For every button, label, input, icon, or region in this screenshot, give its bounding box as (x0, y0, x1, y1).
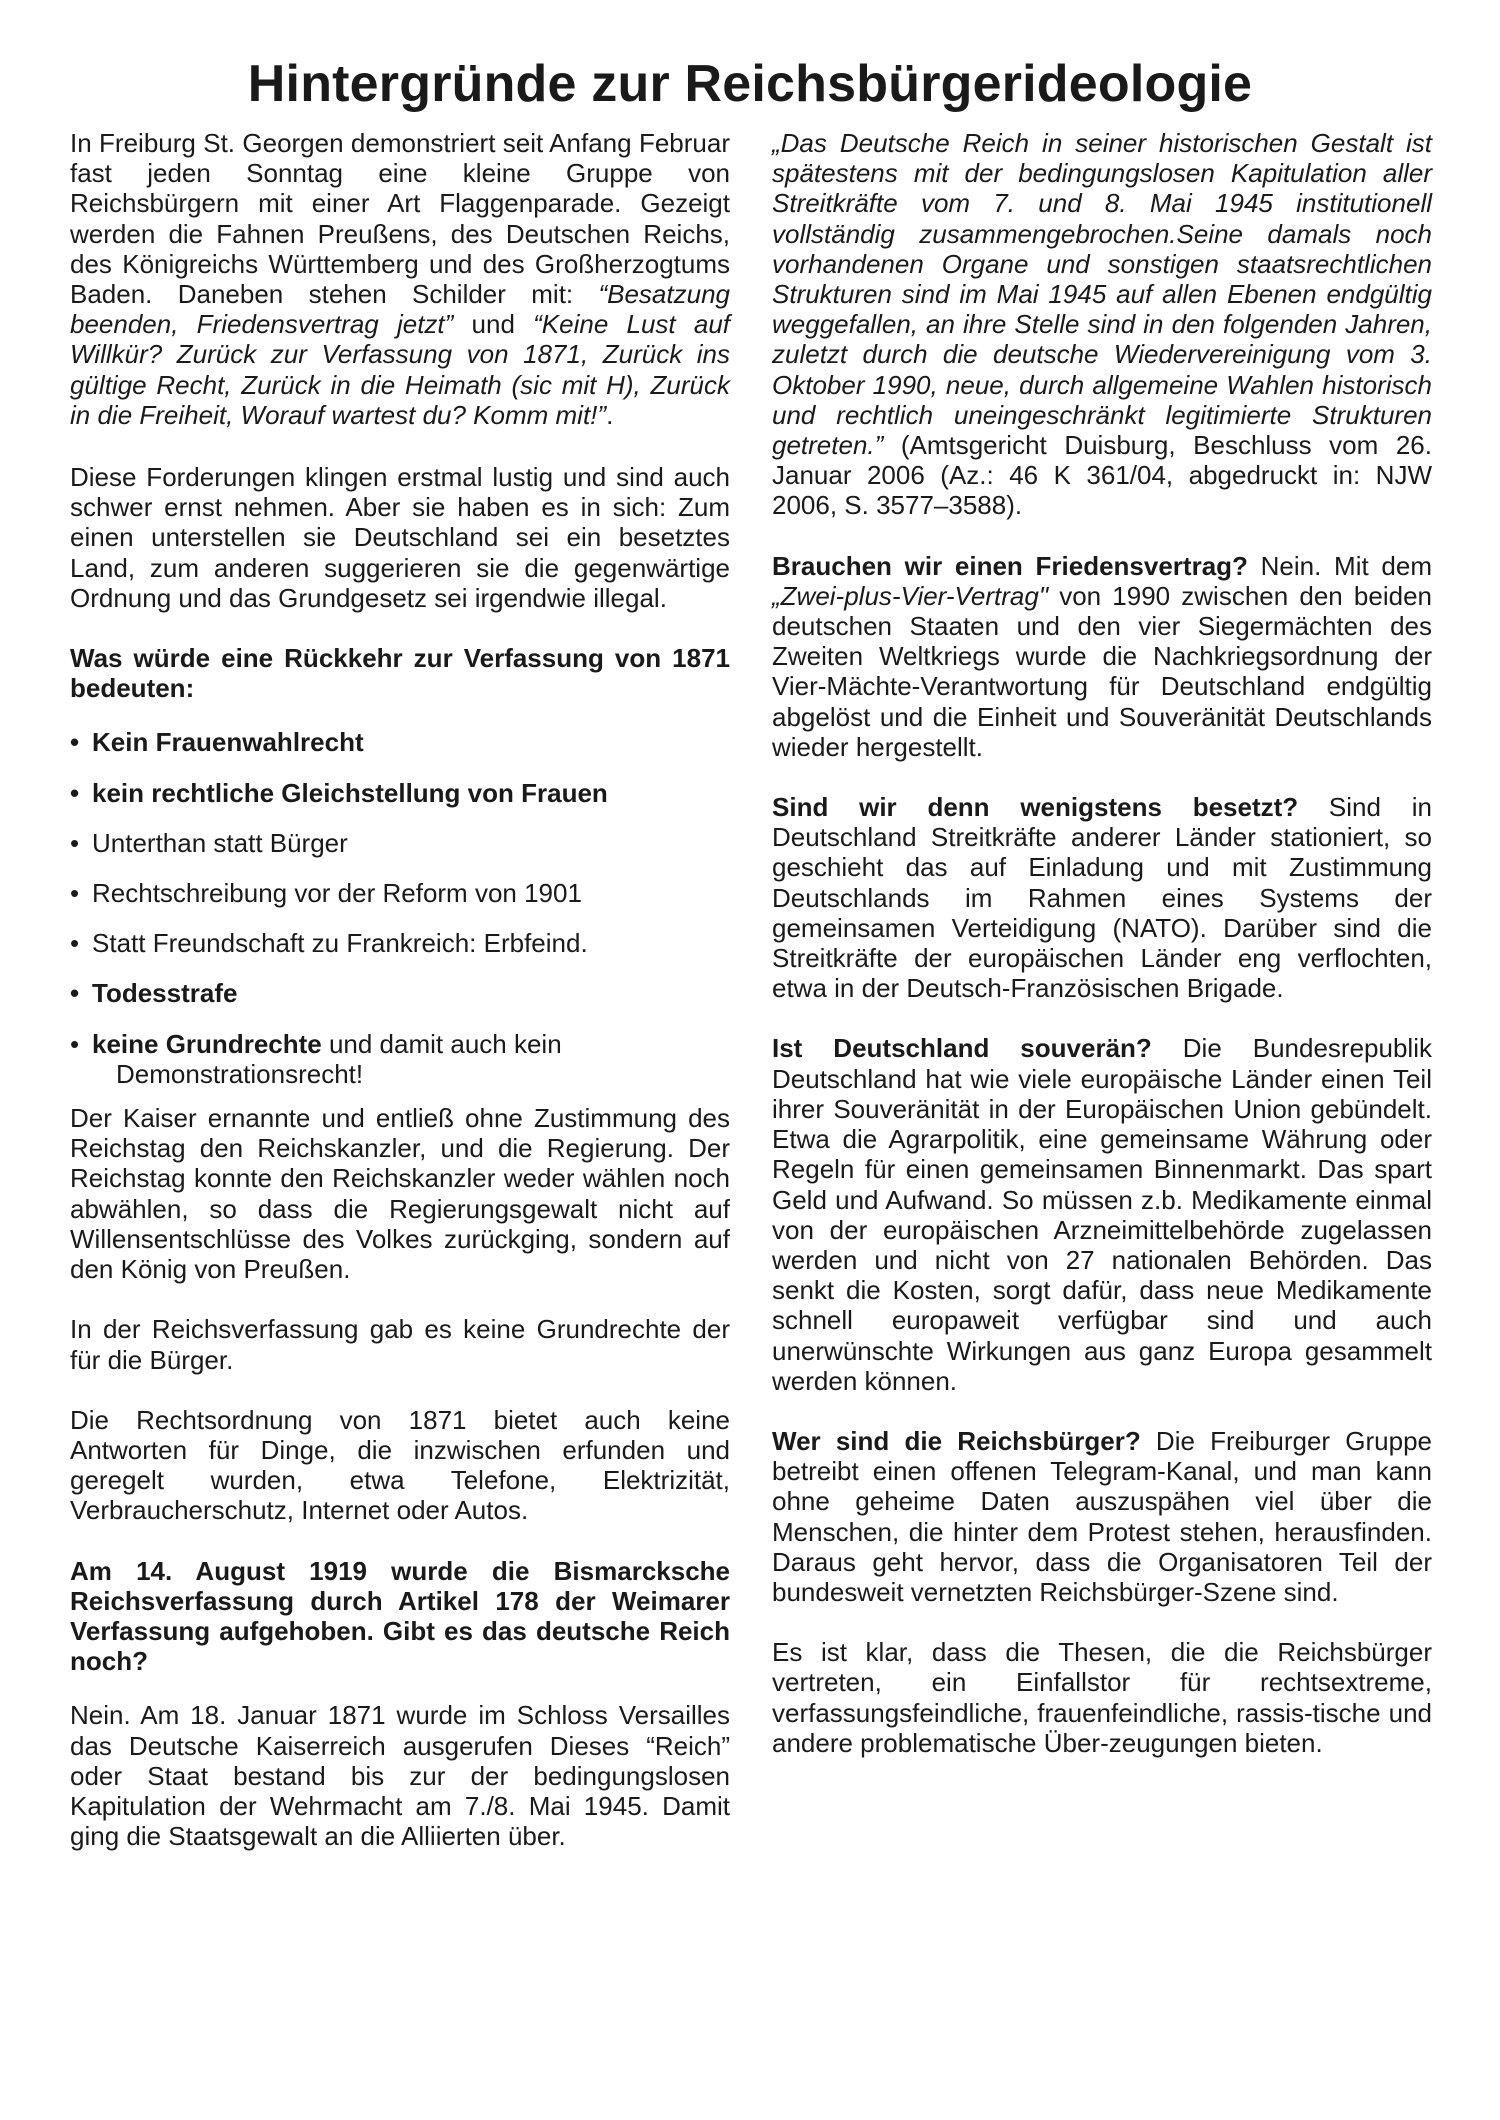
heading-constitution-1871: Was würde eine Rückkehr zur Verfassung von 1871 bedeuten: (70, 643, 730, 704)
intro-quote-2: “Keine Lust auf Willkür? Zurück zur Verfassung von 1871, Zurück ins gültige Recht, Zurück in die Heimath (sic mit H), Zurück in die Freiheit, Worauf wartest du? Komm mit!” (70, 309, 731, 430)
intro-text: In Freiburg St. Georgen demonstriert seit Anfang Februar fast jeden Sonntag eine kleine Gruppe von Reichsbürgern mit einer Art Flaggenparade. Gezeigt werden die Fahnen Preußens, des Deutschen Reichs, des Königreichs Württemberg und des Großherzogtums Baden. Daneben stehen Schilder mit: (70, 128, 730, 310)
court-quote: „Das Deutsche Reich in seiner historischen Gestalt ist spätestens mit der bedingungslosen Kapitulation aller Streitkräfte vom 7. und 8. Mai 1945 institutionell vollständig zusammengebrochen.Seine damals noch vorhandenen Organe und sonstigen staatsrechtlichen Strukturen sind im Mai 1945 auf allen Ebenen endgültig weggefallen, an ihre Stelle sind in den folgenden Jahren, zuletzt durch die deutsche Wiedervereinigung vom 3. Oktober 1990, neue, durch allgemeine Wahlen historisch und rechtlich uneingeschränkt legitimierte Strukturen getreten.” (772, 128, 1432, 461)
list-item (70, 828, 730, 858)
list-item-continuation: Demonstrationsrecht! (116, 1058, 364, 1089)
list-item-bold-text: keine Grundrechte (92, 1028, 322, 1059)
closing-paragraph: Es ist klar, dass die Thesen, die die Reichsbürger vertreten, ein Einfallstor für rechtsextreme, verfassungsfeindliche, frauenfeindliche, rassis-tische und andere problematische Über-zeugungen bieten. (772, 1637, 1432, 1758)
list-item-text: Todesstrafe (92, 978, 238, 1009)
bullet-icon: • (70, 827, 80, 858)
faq-peace-treaty (772, 551, 1432, 762)
bullet-icon: • (70, 928, 80, 959)
paragraph-no-basic-rights: In der Reichsverfassung gab es keine Grundrechte der für die Bürger. (70, 1314, 730, 1375)
right-column (772, 128, 1432, 1788)
faq-sovereign (772, 1033, 1432, 1395)
bullet-icon: • (70, 1028, 80, 1059)
intro-end: . (606, 399, 614, 430)
paragraph-demands: Diese Forderungen klingen erstmal lustig und sind auch schwer ernst nehmen. Aber sie haben es in sich: Zum einen unterstellen sie Deutschland sei ein besetztes Land, zum anderen suggerieren sie die gegenwärtige Ordnung und das Grundgesetz sei irgendwie illegal. (70, 462, 730, 613)
list-item-text: und damit auch kein (321, 1028, 562, 1059)
list-item (70, 878, 730, 908)
list-item (70, 978, 730, 1008)
bullet-icon: • (70, 978, 80, 1009)
heading-reich-exists: Am 14. August 1919 wurde die Bismarcksche Reichsverfassung durch Artikel 178 der Weimarer Verfassung aufgehoben. Gibt es das deutsche Reich noch? (70, 1555, 730, 1677)
intro-paragraph (70, 128, 730, 430)
intro-quote-1: “Besatzung beenden, Friedensvertrag jetzt” (70, 279, 730, 340)
paragraph-kaiserreich-history: Nein. Am 18. Januar 1871 wurde im Schloss Versailles das Deutsche Kaiserreich ausgerufen Dieses “Reich” oder Staat bestand bis zur der bedingungslosen Kapitulation der Wehrmacht am 7./8. Mai 1945. Damit ging die Staatsgewalt an die Alliierten über. (70, 1700, 730, 1852)
faq-answer: Sind in Deutschland Streitkräfte anderer Länder stationiert, so geschieht das auf Einladung und mit Zustimmung Deutschlands im Rahmen eines Systems der gemeinsamen Verteidigung (NATO). Darüber sind die Streitkräfte der europäischen Länder eng verflochten, etwa in der Deutsch-Französischen Brigade. (772, 792, 1432, 1004)
faq-question: Brauchen wir einen Friedensvertrag? (772, 550, 1248, 581)
left-column (70, 128, 730, 1881)
faq-question: Wer sind die Reichsbürger? (772, 1425, 1141, 1456)
faq-question: Ist Deutschland souverän? (772, 1033, 1152, 1064)
court-quote-paragraph (772, 128, 1432, 521)
list-item-text: Statt Freundschaft zu Frankreich: Erbfeind. (92, 928, 588, 959)
list-item (70, 928, 730, 958)
list-item (70, 778, 730, 808)
faq-answer: Nein. Mit dem (1247, 550, 1433, 581)
faq-occupied (772, 792, 1432, 1003)
paragraph-legal-order: Die Rechtsordnung von 1871 bietet auch keine Antworten für Dinge, die inzwischen erfunden und geregelt wurden, etwa Telefone, Elektrizität, Verbraucherschutz, Internet oder Autos. (70, 1404, 730, 1526)
court-quote-source: (Amtsgericht Duisburg, Beschluss vom 26. Januar 2006 (Az.: 46 K 361/04, abgedruckt in: NJW 2006, S. 3577–3588). (772, 430, 1432, 521)
list-item-text: Rechtschreibung vor der Reform von 1901 (92, 878, 582, 909)
page-title: Hintergründe zur Reichsbürgerideologie (247, 55, 1253, 113)
list-item (70, 1029, 730, 1089)
faq-who-reichsbuerger (772, 1426, 1432, 1607)
bullet-icon: • (70, 727, 80, 758)
faq-question: Sind wir denn wenigstens besetzt? (772, 792, 1299, 823)
bullet-icon: • (70, 878, 80, 909)
faq-answer: Die Bundesrepublik Deutschland hat wie viele europäische Länder einen Teil ihrer Souveränität in der Europäischen Union gebündelt. Etwa die Agrarpolitik, eine gemeinsame Währung oder Regeln für einen gemeinsamen Binnenmarkt. Das spart Geld und Aufwand. So müssen z.b. Medikamente einmal von der europäischen Arzneimittelbehörde zugelassen werden und nicht von 27 nationalen Behörden. Das senkt die Kosten, sorgt dafür, dass neue Medikamente schnell europaweit verfügbar sind und auch unerwünschte Wirkungen aus ganz Europa gesammelt werden können. (772, 1033, 1432, 1396)
bullet-icon: • (70, 777, 80, 808)
paragraph-kaiser: Der Kaiser ernannte und entließ ohne Zustimmung des Reichstag den Reichskanzler, und die Regierung. Der Reichstag konnte den Reichskanzler weder wählen noch abwählen, so dass die Regierungsgewalt nicht auf Willensentschlüsse des Volkes zurückging, sondern auf den König von Preußen. (70, 1103, 730, 1285)
list-item (70, 727, 730, 757)
list-item-text: Kein Frauenwahlrecht (92, 727, 364, 758)
faq-answer: von 1990 zwischen den beiden deutschen Staaten und den vier Siegermächten des Zweiten Weltkriegs wurde die Nachkriegsordnung der Vier-Mächte-Verantwortung für Deutschland endgültig abgelöst und die Einheit und Souveränität Deutschlands wieder hergestellt. (772, 580, 1432, 762)
list-item-text: Unterthan statt Bürger (92, 827, 348, 858)
treaty-name: „Zwei-plus-Vier-Vertrag" (772, 580, 1049, 611)
intro-connector: und (453, 309, 534, 340)
consequences-list (70, 727, 730, 1089)
faq-answer: Die Freiburger Gruppe betreibt einen offenen Telegram-Kanal, und man kann ohne geheime Daten auszuspähen viel über die Menschen, die hinter dem Protest stehen, herausfinden. Daraus geht hervor, dass die Organisatoren Teil der bundesweit vernetzten Reichsbürger-Szene sind. (772, 1425, 1432, 1607)
list-item-text: kein rechtliche Gleichstellung von Frauen (92, 777, 608, 808)
